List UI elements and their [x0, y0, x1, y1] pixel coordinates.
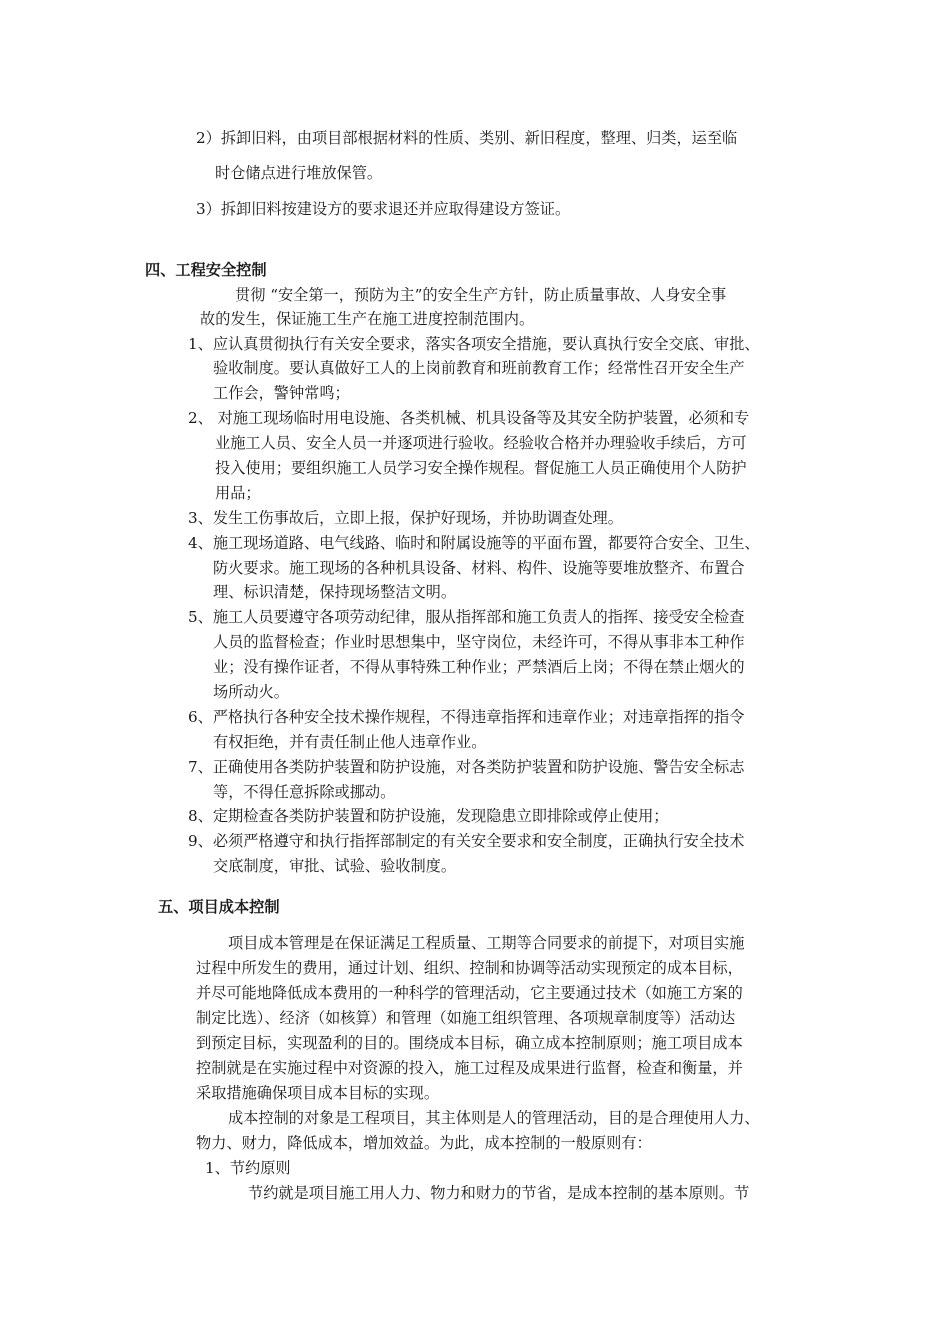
- text-line: 8、定期检查各类防护装置和防护设施，发现隐患立即排除或停止使用；: [188, 807, 669, 825]
- text-line: 防火要求。施工现场的各种机具设备、材料、构件、设施等要堆放整齐、布置合: [213, 559, 745, 577]
- text-line: 9、必须严格遵守和执行指挥部制定的有关安全要求和安全制度，正确执行安全技术: [188, 832, 745, 850]
- text-line: 4、施工现场道路、电气线路、临时和附属设施等的平面布置，都要符合安全、卫生、: [188, 534, 760, 552]
- text-line: 并尽可能地降低成本费用的一种科学的管理活动，它主要通过技术（如施工方案的: [196, 984, 743, 1002]
- text-line: 过程中所发生的费用，通过计划、组织、控制和协调等活动实现预定的成本目标，: [196, 959, 743, 977]
- text-line: 场所动火。: [213, 683, 289, 701]
- text-line: 人员的监督检查；作业时思想集中，坚守岗位，未经许可，不得从事非本工种作: [213, 633, 745, 651]
- text-line: 到预定目标，实现盈利的目的。围绕成本目标，确立成本控制原则；施工项目成本: [196, 1034, 743, 1052]
- text-line: 有权拒绝，并有责任制止他人违章作业。: [213, 733, 487, 751]
- text-line: 节约就是项目施工用人力、物力和财力的节省，是成本控制的基本原则。节: [248, 1184, 750, 1202]
- text-line: 业；没有操作证者，不得从事特殊工种作业；严禁酒后上岗；不得在禁止烟火的: [213, 658, 745, 676]
- text-line: 2、 对施工现场临时用电设施、各类机械、机具设备等及其安全防护装置，必须和专: [188, 409, 750, 427]
- text-line: 用品；: [215, 484, 261, 502]
- text-line: 2）拆卸旧料，由项目部根据材料的性质、类别、新旧程度，整理、归类，运至临: [196, 129, 738, 147]
- text-line: 制定比选）、经济（如核算）和管理（如施工组织管理、各项规章制度等）活动达: [196, 1009, 736, 1027]
- text-line: 投入使用；要组织施工人员学习安全操作规程。督促施工人员正确使用个人防护: [215, 459, 747, 477]
- text-line: 采取措施确保项目成本目标的实现。: [196, 1084, 439, 1102]
- text-line: 业施工人员、安全人员一并逐项进行验收。经验收合格并办理验收手续后，方可: [215, 434, 747, 452]
- text-line: 1、应认真贯彻执行有关安全要求，落实各项安全措施，要认真执行安全交底、审批、: [188, 335, 760, 353]
- text-line: 验收制度。要认真做好工人的上岗前教育和班前教育工作；经常性召开安全生产: [213, 359, 745, 377]
- text-line: 工作会，警钟常鸣；: [213, 384, 350, 402]
- text-line: 理、标识清楚，保持现场整洁文明。: [213, 583, 456, 601]
- section-heading: 五、项目成本控制: [158, 898, 280, 916]
- text-line: 7、正确使用各类防护装置和防护设施，对各类防护装置和防护设施、警告安全标志: [188, 758, 745, 776]
- text-line: 贯彻 “安全第一，预防为主”的安全生产方针，防止质量事故、人身安全事: [235, 286, 727, 304]
- text-line: 1、节约原则: [205, 1159, 291, 1177]
- text-line: 5、施工人员要遵守各项劳动纪律，服从指挥部和施工负责人的指挥、接受安全检查: [188, 608, 745, 626]
- text-line: 物力、财力，降低成本，增加效益。为此，成本控制的一般原则有：: [196, 1134, 652, 1152]
- text-line: 3、发生工伤事故后，立即上报，保护好现场，并协助调查处理。: [188, 509, 623, 527]
- text-line: 故的发生，保证施工生产在施工进度控制范围内。: [200, 310, 535, 328]
- text-line: 交底制度，审批、试验、验收制度。: [213, 857, 456, 875]
- text-line: 3）拆卸旧料按建设方的要求退还并应取得建设方签证。: [196, 200, 571, 218]
- text-line: 成本控制的对象是工程项目，其主体则是人的管理活动，目的是合理使用人力、: [228, 1109, 760, 1127]
- text-line: 6、严格执行各种安全技术操作规程，不得违章指挥和违章作业；对违章指挥的指令: [188, 708, 745, 726]
- text-line: 控制就是在实施过程中对资源的投入，施工过程及成果进行监督，检查和衡量，并: [196, 1059, 743, 1077]
- text-line: 时仓储点进行堆放保管。: [215, 164, 383, 182]
- section-heading: 四、工程安全控制: [145, 261, 267, 279]
- text-line: 项目成本管理是在保证满足工程质量、工期等合同要求的前提下，对项目实施: [228, 934, 745, 952]
- text-line: 等，不得任意拆除或挪动。: [213, 783, 396, 801]
